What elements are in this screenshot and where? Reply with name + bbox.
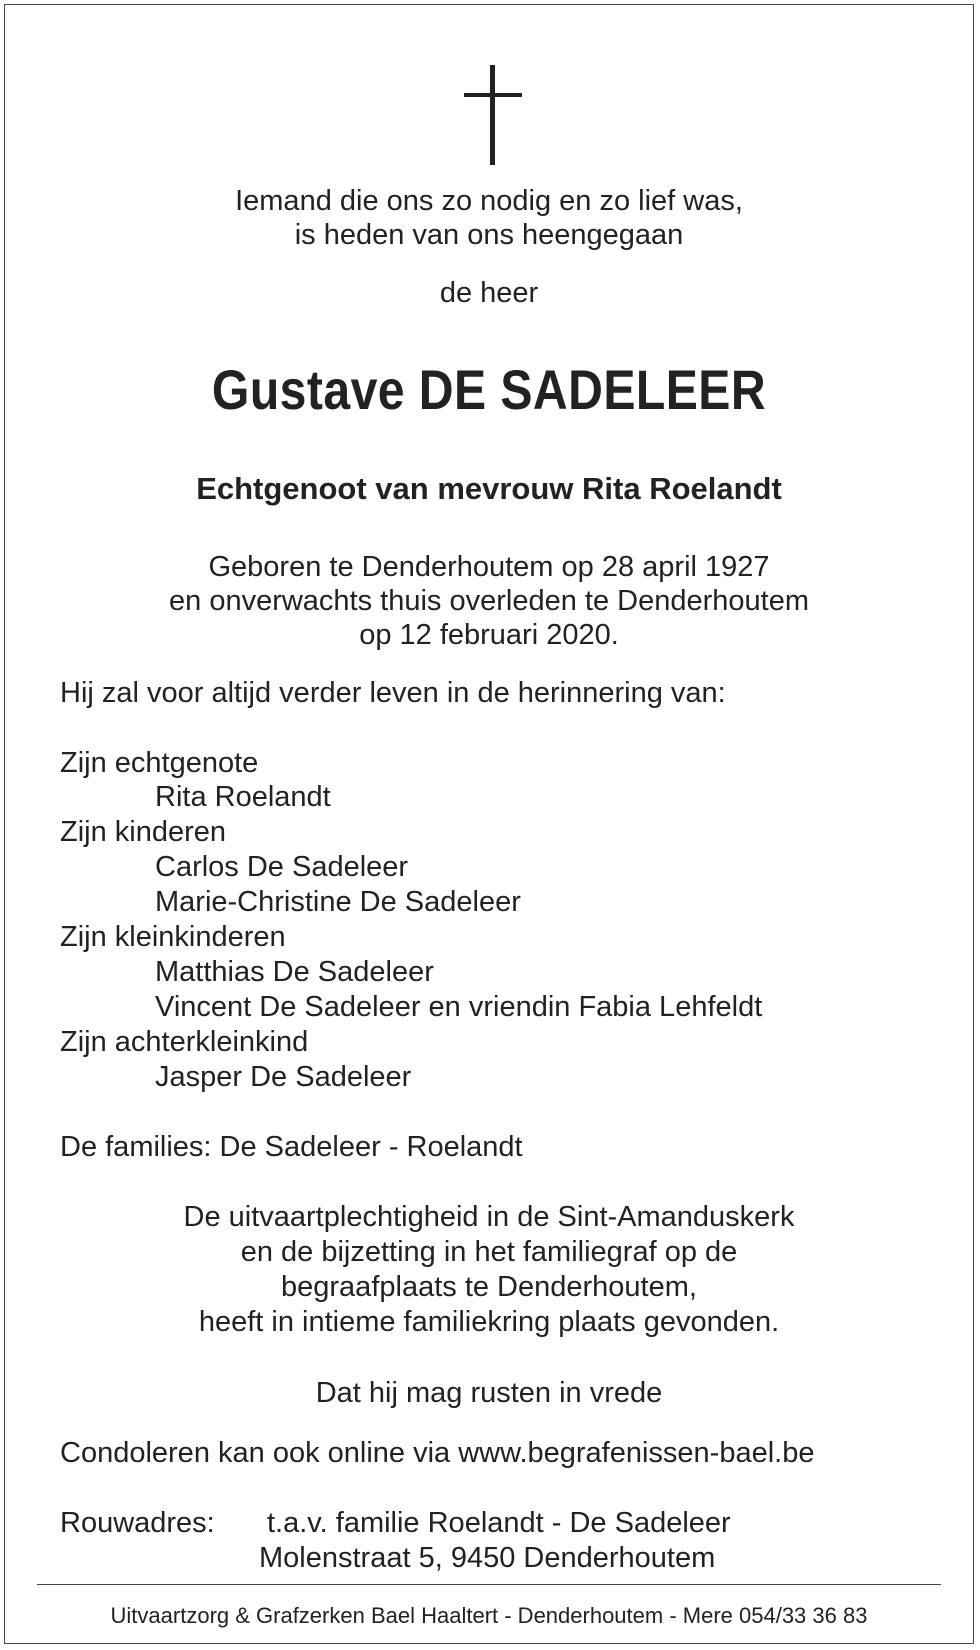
relative-name: Rita Roelandt [155, 781, 331, 813]
relative-name: Marie-Christine De Sadeleer [155, 886, 521, 918]
death-date-line: op 12 februari 2020. [359, 619, 619, 651]
footer-divider [37, 1584, 941, 1585]
address-label: Rouwadres: [60, 1507, 215, 1539]
ceremony-line-4: heeft in intieme familiekring plaats gevonden. [198, 1306, 780, 1338]
death-line: en onverwachts thuis overleden te Denderhoutem [169, 585, 809, 617]
intro-line-1: Iemand die ons zo nodig en zo lief was, [235, 185, 743, 217]
families-line: De families: De Sadeleer - Roelandt [60, 1131, 523, 1163]
intro-line-2: is heden van ons heengegaan [294, 219, 684, 251]
cross-icon [464, 65, 522, 165]
address-line-2: Molenstraat 5, 9450 Denderhoutem [259, 1542, 716, 1574]
relative-group-label: Zijn achterkleinkind [60, 1026, 309, 1058]
rest-line: Dat hij mag rusten in vrede [315, 1377, 663, 1409]
birth-line: Geboren te Denderhoutem op 28 april 1927 [208, 551, 770, 583]
condolence-line: Condoleren kan ook online via www.begrafenissen-bael.be [60, 1437, 815, 1469]
spouse-line: Echtgenoot van mevrouw Rita Roelandt [196, 471, 782, 506]
address-line-1: t.a.v. familie Roelandt - De Sadeleer [267, 1507, 731, 1539]
relative-group-label: Zijn echtgenote [60, 747, 259, 779]
relative-name: Matthias De Sadeleer [155, 956, 434, 988]
relative-name: Jasper De Sadeleer [155, 1061, 412, 1093]
ceremony-line-2: en de bijzetting in het familiegraf op de [240, 1236, 738, 1268]
relative-group-label: Zijn kinderen [60, 816, 227, 848]
relative-name: Vincent De Sadeleer en vriendin Fabia Lehfeldt [155, 991, 763, 1023]
relative-group-label: Zijn kleinkinderen [60, 921, 286, 953]
footer-funeral-home: Uitvaartzorg & Grafzerken Bael Haaltert - Denderhoutem - Mere 054/33 36 83 [110, 1603, 868, 1628]
deceased-name: Gustave DE SADELEER [211, 358, 767, 421]
ceremony-line-1: De uitvaartplechtigheid in de Sint-Amanduskerk [183, 1201, 795, 1233]
relative-name: Carlos De Sadeleer [155, 851, 409, 883]
ceremony-line-3: begraafplaats te Denderhoutem, [281, 1271, 697, 1303]
memory-intro: Hij zal voor altijd verder leven in de herinnering van: [60, 677, 726, 709]
title-prefix: de heer [439, 277, 539, 309]
obituary-card [4, 4, 974, 1644]
